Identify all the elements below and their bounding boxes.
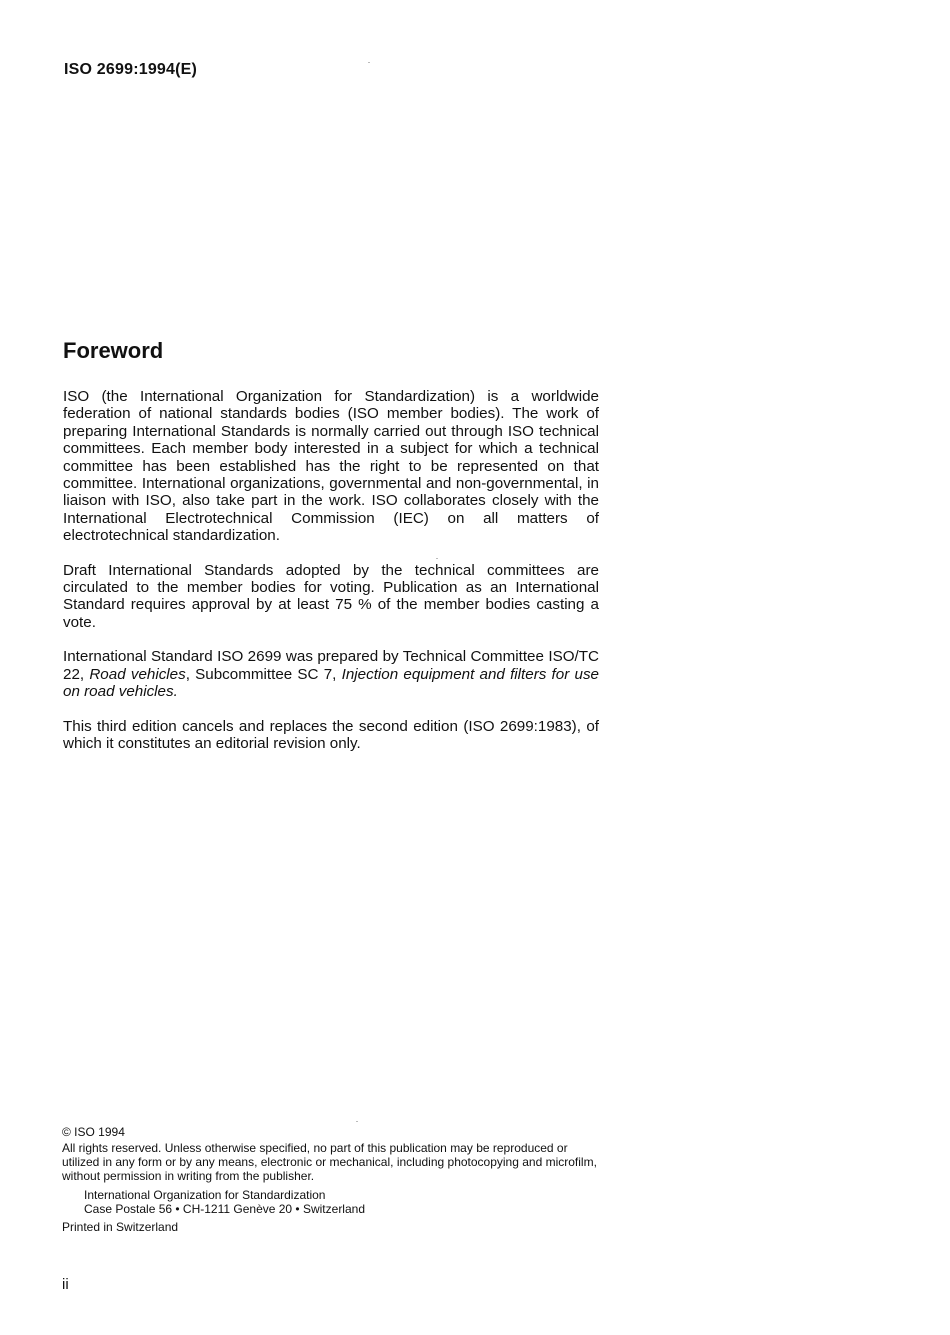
scan-speck	[356, 1121, 358, 1122]
foreword-paragraph-3	[63, 648, 599, 700]
scan-speck	[368, 62, 370, 63]
committee-name: Road vehicles	[89, 665, 186, 683]
publisher-name: International Organization for Standardization	[84, 1187, 326, 1202]
copyright-footer	[62, 1126, 602, 1235]
rights-notice: All rights reserved. Unless otherwise specified, no part of this publication may be reproduced or utilized in any form or by any means, electronic or mechanical, including photocopying and microfilm, without permission in writing from the publisher.	[62, 1140, 597, 1183]
publisher-address	[84, 1189, 602, 1217]
scan-speck	[436, 558, 438, 559]
publisher-street: Case Postale 56 • CH-1211 Genève 20 • Switzerland	[84, 1201, 365, 1216]
copyright-line: © ISO 1994	[62, 1125, 125, 1139]
printed-in: Printed in Switzerland	[62, 1220, 179, 1235]
subcommittee-name: Injection equipment and filters for use on road vehicles.	[63, 665, 599, 701]
foreword-heading: Foreword	[63, 338, 164, 363]
paragraph-3-text-b: , Subcommittee SC 7,	[185, 665, 342, 683]
foreword-body	[63, 388, 599, 769]
page-number: ii	[62, 1276, 69, 1293]
document-code: ISO 2699:1994(E)	[64, 61, 198, 78]
foreword-paragraph-2: Draft International Standards adopted by the technical committees are circulated to the member bodies for voting. Publication as an International Standard requires approval by at least 75 % of the member bodies casting a vote.	[63, 561, 599, 631]
foreword-paragraph-1: ISO (the International Organization for Standardization) is a worldwide federation of national standards bodies (ISO member bodies). The work of preparing International Standards is normally carried out through ISO technical committees. Each member body interested in a subject for which a technical committee has been established has the right to be represented on that committee. International organizations, governmental and non-governmental, in liaison with ISO, also take part in the work. ISO collaborates closely with the International Electrotechnical Commission (IEC) on all matters of electrotechnical standardization.	[63, 388, 599, 545]
paragraph-3-text-a: International Standard ISO 2699 was prepared by Technical Committee ISO/TC 22,	[63, 648, 599, 683]
foreword-paragraph-4: This third edition cancels and replaces the second edition (ISO 2699:1983), of which it constitutes an editorial revision only.	[63, 717, 599, 752]
